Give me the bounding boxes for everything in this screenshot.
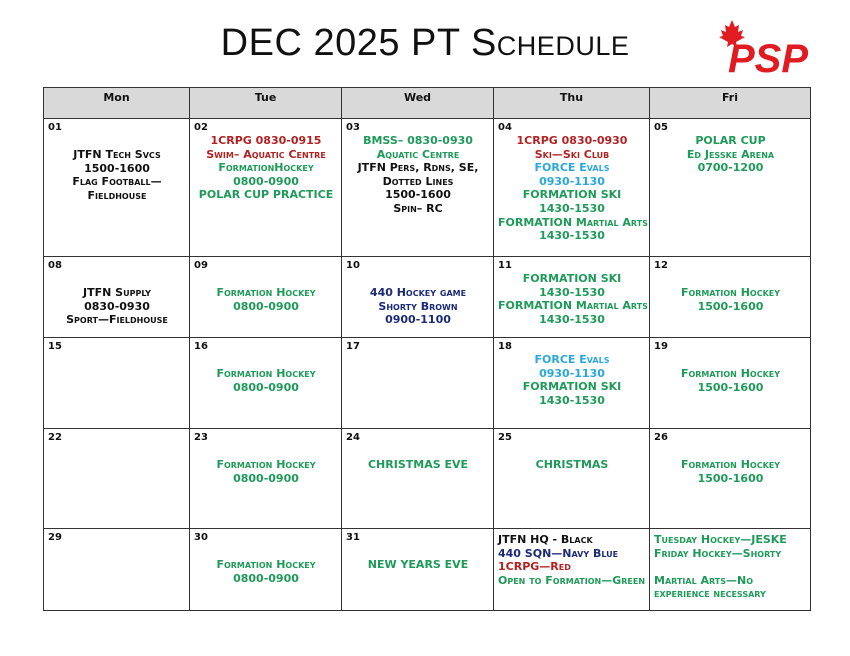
day-cell (342, 338, 494, 429)
legend-line: 1CRPG—Red (498, 560, 571, 574)
event-line: JTFN Tech Svcs (73, 148, 161, 161)
day-number: 26 (654, 432, 668, 443)
event-lines (498, 272, 646, 326)
day-number: 18 (498, 341, 512, 352)
day-number: 29 (48, 532, 62, 543)
event-line: 1500-1600 (697, 299, 764, 313)
event-lines (498, 353, 646, 407)
weekday-header: Wed (342, 88, 494, 119)
event-line: 0700-1200 (697, 161, 764, 175)
event-line: 0800-0900 (233, 571, 299, 585)
day-number: 17 (346, 341, 360, 352)
day-number: 11 (498, 260, 512, 271)
event-line: 1430-1530 (539, 285, 605, 299)
day-number: 15 (48, 341, 62, 352)
event-line: FORMATION SKI (522, 380, 622, 394)
event-lines (194, 367, 338, 394)
event-line: 1430-1530 (539, 312, 605, 326)
day-number: 24 (346, 432, 360, 443)
day-cell (44, 529, 190, 611)
event-lines (194, 134, 338, 202)
day-cell (190, 529, 342, 611)
event-line: JTFN Pers, Rdns, SE, (357, 161, 479, 175)
event-lines (48, 148, 186, 202)
day-cell (44, 257, 190, 338)
weekday-header: Mon (44, 88, 190, 119)
event-line: 1500-1600 (385, 188, 451, 202)
event-line: Swim– Aquatic Centre (206, 147, 326, 161)
event-lines (194, 458, 338, 485)
event-line: JTFN Supply (83, 286, 151, 299)
event-line: BMSS– 0830-0930 (363, 134, 473, 147)
day-number: 12 (654, 260, 668, 271)
event-line: FORMATION Martial Arts (498, 299, 648, 313)
event-line: NEW YEARS EVE (367, 558, 469, 571)
event-lines (654, 286, 807, 313)
event-line: CHRISTMAS EVE (367, 458, 469, 471)
day-number: 30 (194, 532, 208, 543)
event-line: FORCE Evals (534, 353, 610, 366)
day-number: 03 (346, 122, 360, 133)
day-number: 25 (498, 432, 512, 443)
event-line: Flag Football— (72, 175, 162, 189)
week-row (44, 119, 811, 257)
day-number: 02 (194, 122, 208, 133)
event-line: 1CRPG 0830-0915 (210, 134, 322, 147)
day-cell (650, 119, 811, 257)
event-line: 0830-0930 (84, 299, 150, 313)
event-line: FormationHockey (218, 161, 314, 175)
psp-logo (718, 18, 830, 82)
day-cell (494, 429, 650, 529)
event-line: CHRISTMAS (535, 458, 609, 471)
event-line: FORMATION SKI (522, 272, 622, 285)
event-line: POLAR CUP PRACTICE (198, 188, 334, 202)
event-line: 1500-1600 (84, 161, 150, 175)
day-cell (342, 119, 494, 257)
event-lines (346, 286, 490, 327)
day-number: 05 (654, 122, 668, 133)
event-line: Formation Hockey (680, 458, 781, 471)
day-cell (44, 338, 190, 429)
day-number: 16 (194, 341, 208, 352)
day-number: 08 (48, 260, 62, 271)
event-lines (654, 134, 807, 175)
event-line: 1430-1530 (539, 201, 605, 215)
day-cell (190, 338, 342, 429)
day-number: 22 (48, 432, 62, 443)
day-number: 10 (346, 260, 360, 271)
event-line: FORMATION Martial Arts (498, 215, 648, 229)
day-cell (342, 529, 494, 611)
event-line: 0930-1130 (539, 174, 605, 188)
legend-line: Martial Arts—No experience necessary (654, 573, 766, 601)
event-line: POLAR CUP (695, 134, 766, 147)
event-lines (48, 286, 186, 327)
day-cell (190, 429, 342, 529)
day-cell (494, 119, 650, 257)
event-line: Spin– RC (393, 201, 443, 215)
day-cell (494, 257, 650, 338)
event-line: 1430-1530 (539, 229, 605, 243)
event-line: 0930-1130 (539, 366, 605, 380)
event-line: 1CRPG 0830-0930 (516, 134, 628, 147)
legend-line: Friday Hockey—Shorty (654, 546, 782, 560)
day-cell (190, 119, 342, 257)
legend-cell (494, 529, 650, 611)
event-lines (194, 286, 338, 313)
day-number: 04 (498, 122, 512, 133)
event-line: Formation Hockey (216, 458, 316, 471)
event-line: Fieldhouse (87, 188, 147, 202)
event-line: Formation Hockey (680, 286, 781, 299)
event-line: 0800-0900 (233, 380, 299, 394)
day-number: 09 (194, 260, 208, 271)
event-line: 0900-1100 (385, 313, 451, 327)
event-line: Formation Hockey (216, 286, 316, 299)
day-cell (650, 338, 811, 429)
event-line: Sport—Fieldhouse (66, 313, 168, 327)
legend-line: JTFN HQ - Black (498, 533, 593, 546)
legend-line: Tuesday Hockey—JESKE (654, 533, 787, 546)
event-line: 1500-1600 (697, 471, 764, 485)
event-line: 1500-1600 (697, 380, 764, 394)
day-cell (494, 338, 650, 429)
weekday-header-row (44, 88, 811, 119)
event-line: Ed Jesske Arena (686, 147, 775, 161)
event-line: Formation Hockey (216, 558, 316, 571)
day-cell (342, 429, 494, 529)
day-cell (190, 257, 342, 338)
legend-cell (650, 529, 811, 611)
event-line: 1430-1530 (539, 393, 605, 407)
event-line: FORMATION SKI (522, 188, 622, 202)
weekday-header: Thu (494, 88, 650, 119)
event-line: FORCE Evals (534, 161, 610, 175)
event-lines (498, 458, 646, 472)
event-line: Shorty Brown (378, 299, 458, 313)
week-row (44, 338, 811, 429)
event-lines (498, 134, 646, 243)
event-lines (346, 458, 490, 472)
day-number: 31 (346, 532, 360, 543)
day-cell (44, 119, 190, 257)
day-cell (44, 429, 190, 529)
event-line: Formation Hockey (216, 367, 316, 380)
event-lines (654, 367, 807, 394)
day-number: 19 (654, 341, 668, 352)
day-cell (650, 429, 811, 529)
page-title: DEC 2025 PT Schedule (220, 22, 630, 64)
legend-line (654, 560, 807, 574)
legend-lines (654, 533, 807, 601)
day-cell (650, 257, 811, 338)
weekday-header: Tue (190, 88, 342, 119)
event-line: 0800-0900 (233, 174, 299, 188)
day-number: 01 (48, 122, 62, 133)
event-lines (654, 458, 807, 485)
week-row (44, 529, 811, 611)
legend-line: Open to Formation—Green (498, 573, 646, 587)
event-line: 0800-0900 (233, 471, 299, 485)
event-line: Ski—Ski Club (534, 147, 610, 161)
legend-lines (498, 533, 646, 587)
day-number: 23 (194, 432, 208, 443)
event-line: 0800-0900 (233, 299, 299, 313)
event-line: Formation Hockey (680, 367, 781, 380)
calendar-table (43, 87, 811, 611)
event-lines (346, 134, 490, 216)
week-row (44, 429, 811, 529)
event-line: Aquatic Centre (376, 147, 460, 161)
week-row (44, 257, 811, 338)
event-line: Dotted Lines (382, 174, 454, 188)
logo-text: PSP (728, 37, 809, 81)
event-lines (194, 558, 338, 585)
legend-line: 440 SQN—Navy Blue (498, 546, 619, 560)
event-lines (346, 558, 490, 572)
day-cell (342, 257, 494, 338)
weekday-header: Fri (650, 88, 811, 119)
event-line: 440 Hockey game (369, 286, 467, 299)
